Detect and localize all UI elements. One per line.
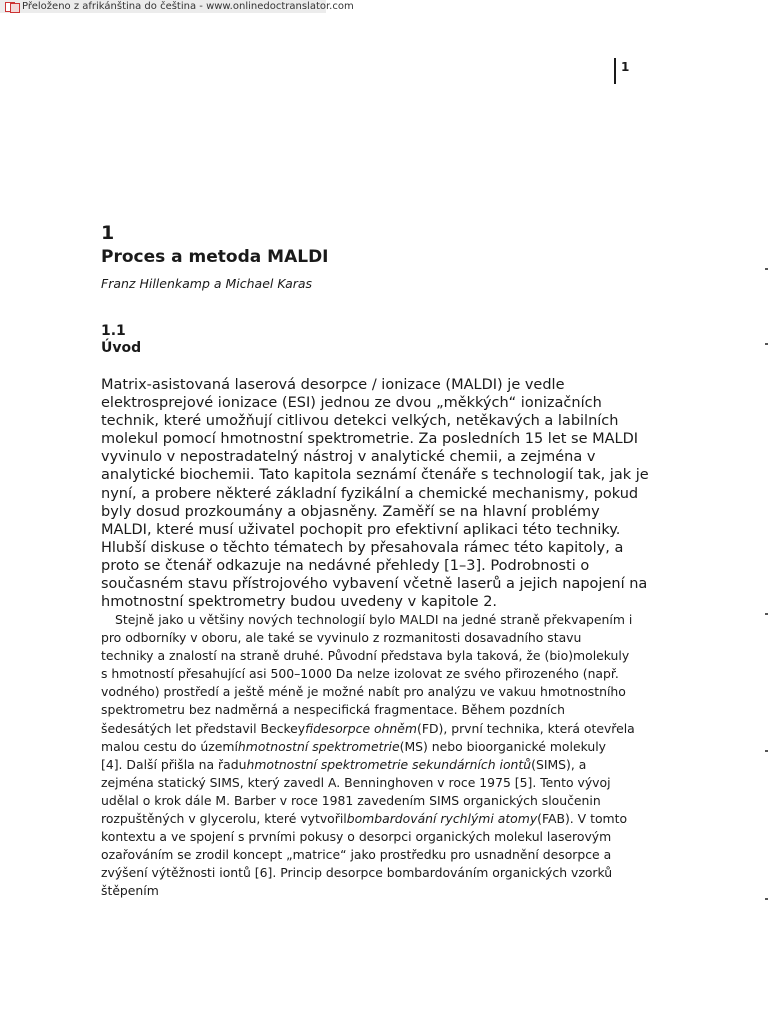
para1-line: byly dosud prozkoumány a objasněny. Zaměří se na hlavní problémy [101, 503, 600, 520]
translate-icon [5, 2, 19, 12]
para1-line: proto se čtenář odkazuje na nedávné přehledy [1–3]. Podrobnosti o [101, 557, 590, 574]
history-paragraph [101, 611, 635, 901]
para1-line: technik, které umožňují citlivou detekci velkých, netěkavých a labilních [101, 413, 619, 430]
para2-text: rozpuštěných v glycerolu, které vytvořil [101, 811, 347, 827]
para2-line: ozařováním se zrodil koncept „matrice“ jako prostředku pro usnadnění desorpce a [101, 847, 612, 863]
term-field-desorption: fidesorpce ohněm [305, 720, 417, 736]
para2-text: (SIMS), a [531, 756, 587, 772]
term-mass-spectrometry: hmotnostní spektrometrie [237, 738, 400, 754]
para1-line: hmotnostní spektrometry budou uvedeny v kapitole 2. [101, 594, 498, 611]
section-number: 1.1 [101, 323, 126, 339]
term-fab: bombardování rychlými atomy [346, 811, 538, 827]
para2-line: s hmotností přesahující asi 500–1000 Da nelze izolovat ze svého přirozeného (např. [101, 666, 619, 682]
para2-line: vodného) prostředí a ještě méně je možné nabít pro analýzu ve vakuu hmotnostního [101, 684, 626, 700]
para2-line: udělal o krok dále M. Barber v roce 1981 zavedením SIMS organických sloučenin [101, 792, 601, 808]
para2-line: štěpením [101, 883, 159, 899]
para2-text: (FAB). V tomto [537, 811, 628, 827]
para2-line [101, 810, 628, 828]
translator-banner[interactable] [0, 0, 354, 13]
para1-line: MALDI, které musí uživatel pochopit pro efektivní aplikaci této techniky. [101, 521, 621, 538]
page-number: 1 [614, 58, 629, 84]
chapter-authors: Franz Hillenkamp a Michael Karas [101, 276, 313, 291]
chapter-number: 1 [101, 222, 115, 244]
para1-line: elektrosprejové ionizace (ESI) jednou ze dvou „měkkých“ ionizačních [101, 395, 602, 412]
para2-line: pro odborníky v oboru, ale také se vyvinulo z rozmanitosti dosavadního stavu [101, 630, 582, 646]
para2-line: Stejně jako u většiny nových technologií bylo MALDI na jedné straně překvapením i [115, 612, 633, 627]
para2-line [101, 756, 616, 774]
para2-line: techniky a znalostí na straně druhé. Původní představa byla taková, že (bio)molekuly [101, 648, 630, 664]
para1-line: Matrix-asistovaná laserová desorpce / ionizace (MALDI) je vedle [101, 377, 565, 393]
term-sims: hmotnostní spektrometrie sekundárních iontů [246, 756, 532, 772]
para1-line: analytické biochemii. Tato kapitola seznámí čtenáře s technologií tak, jak je [101, 467, 649, 484]
para2-text: šedesátých let představil Beckey [101, 720, 306, 736]
section-title: Úvod [101, 340, 142, 356]
para2-text: (FD), první technika, která otevřela [416, 720, 635, 736]
para2-line: zvýšení výtěžnosti iontů [6]. Princip desorpce bombardováním organických vzorků [101, 865, 613, 881]
para1-line: nyní, a probere některé základní fyzikální a chemické mechanismy, pokud [101, 485, 639, 502]
para2-line: spektrometru bez nadměrná a nespecifická fragmentace. Během pozdních [101, 702, 565, 718]
para2-line [101, 738, 616, 756]
intro-paragraph [101, 376, 649, 611]
para1-line: současném stavu přístrojového vybavení včetně laserů a jejich napojení na [101, 576, 648, 593]
para1-line: vyvinulo v nepostradatelný nástroj v analytické chemii, a zejména v [101, 449, 596, 466]
para2-text: (MS) nebo bioorganické molekuly [399, 738, 606, 754]
translator-banner-text[interactable]: Přeloženo z afrikánština do čeština - www.onlinedoctranslator.com [22, 1, 354, 12]
para2-line: zejména statický SIMS, který zavedl A. Benninghoven v roce 1975 [5]. Tento vývoj [101, 774, 611, 790]
para1-line: molekul pomocí hmotnostní spektrometrie. Za posledních 15 let se MALDI [101, 431, 639, 448]
chapter-title: Proces a metoda MALDI [101, 247, 329, 267]
para2-text: [4]. Další přišla na řadu [101, 756, 247, 772]
para1-line: Hlubší diskuse o těchto tématech by přesahovala rámec této kapitoly, a [101, 539, 624, 556]
para2-line: kontextu a ve spojení s prvními pokusy o desorpci organických molekul laserovým [101, 829, 612, 845]
para2-text: malou cestu do území [101, 738, 238, 754]
para2-line [101, 720, 635, 738]
